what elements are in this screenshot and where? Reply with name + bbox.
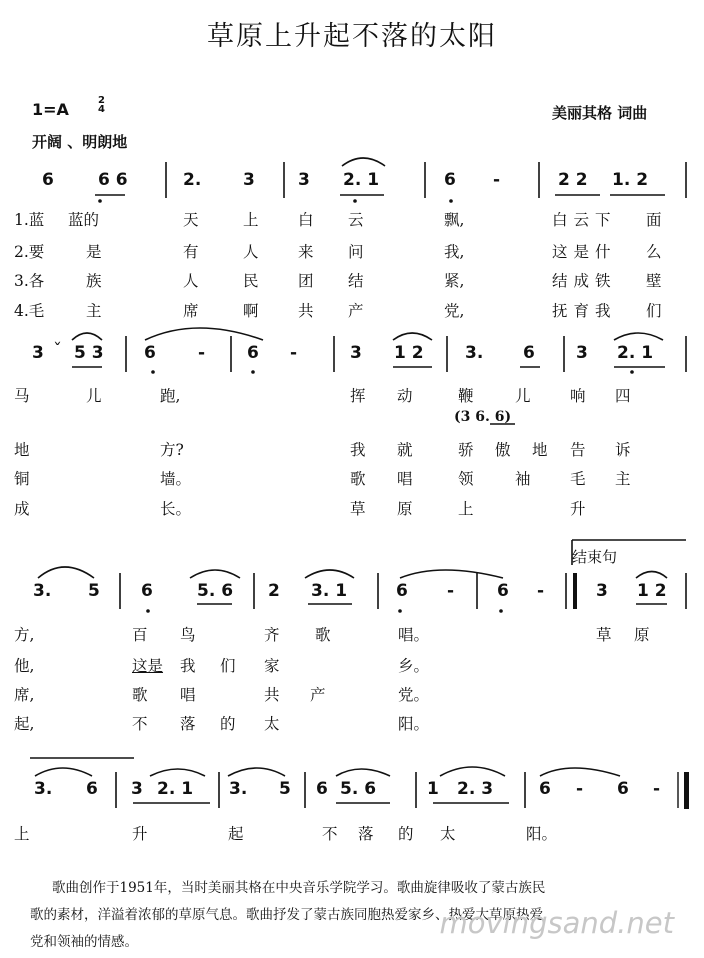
lyric: 阳。 — [398, 715, 430, 733]
note: - — [198, 343, 206, 363]
lyric: 唱。 — [398, 626, 430, 644]
lyric: 主 — [86, 302, 102, 320]
note: 1 — [427, 779, 439, 799]
lyric: 飘, — [444, 211, 465, 229]
lyric: 么 — [646, 243, 662, 261]
lyric: 不 — [132, 715, 148, 733]
lyric: 我, — [444, 243, 465, 261]
lyric: 唱 — [180, 686, 196, 704]
note: 3. — [33, 581, 52, 601]
lyric: 蓝的 — [68, 211, 100, 229]
lyric: 地 — [14, 441, 30, 459]
lyric: 原 — [634, 626, 650, 644]
lyric: 不 — [322, 825, 338, 843]
key-signature: 1=A — [32, 100, 69, 119]
note: 6 — [247, 343, 259, 363]
note: 3 — [350, 343, 362, 363]
time-signature-bottom: 4 — [98, 104, 105, 115]
note: 5 — [279, 779, 291, 799]
watermark: movingsand.net — [439, 906, 674, 940]
lyric: 家 — [264, 657, 280, 675]
lyric: 太 — [440, 825, 456, 843]
note: 6 — [141, 581, 153, 601]
lyric: 团 — [298, 272, 314, 290]
lyric: 乡。 — [398, 657, 430, 675]
lyric: 的 — [220, 715, 236, 733]
note: 6 — [523, 343, 535, 363]
lyric: 成 — [14, 500, 30, 518]
lyric: 结 — [348, 272, 364, 290]
lyric: 骄 — [458, 441, 474, 459]
lyric: 共 — [264, 686, 280, 704]
lyric: 人 — [183, 272, 199, 290]
lyric: 结成铁 — [552, 272, 617, 290]
lyric: 啊 — [243, 302, 259, 320]
note: - — [653, 779, 661, 799]
variant-notes: (3 6. 6) — [454, 409, 512, 425]
lyric: 天 — [183, 211, 199, 229]
note: 6 — [396, 581, 408, 601]
lyric: 起 — [228, 825, 244, 843]
lyric: 产 — [310, 686, 326, 704]
lyric: 3.各 — [14, 272, 45, 290]
lyric: 领 — [458, 470, 474, 488]
note: 2. 1 — [157, 779, 194, 799]
note: 6 — [316, 779, 328, 799]
note: 2. 1 — [343, 170, 380, 190]
note: 5 3 — [74, 343, 104, 363]
lyric: 长。 — [160, 500, 192, 518]
lyric: 我 — [350, 441, 366, 459]
lyric: 响 — [570, 387, 586, 405]
lyric: 1.蓝 — [14, 211, 45, 229]
lyric: 原 — [397, 500, 413, 518]
lyric: 落 — [180, 715, 196, 733]
lyric: 百 — [132, 626, 148, 644]
lyric: 席, — [14, 686, 35, 704]
lyric: 告 — [570, 441, 586, 459]
lyric: 人 — [243, 243, 259, 261]
lyric: 共 — [298, 302, 314, 320]
lyric: 面 — [646, 211, 662, 229]
note: - — [537, 581, 545, 601]
lyric: 上 — [458, 500, 474, 518]
lyric: 鞭 — [458, 387, 474, 405]
lyric: 白 — [298, 211, 314, 229]
lyric: 草 — [350, 500, 366, 518]
note: 3. — [229, 779, 248, 799]
note: 1 2 — [394, 343, 424, 363]
note: 2. 1 — [617, 343, 654, 363]
note: 6 — [497, 581, 509, 601]
lyric: 们 — [220, 657, 236, 675]
tempo-marking: 开阔 、明朗地 — [32, 133, 128, 151]
lyric: 四 — [615, 387, 631, 405]
lyric: 升 — [570, 500, 586, 518]
lyric: 4.毛 — [14, 302, 45, 320]
lyric: 儿 — [515, 387, 531, 405]
note: 6 — [42, 170, 54, 190]
lyric: 方, — [14, 626, 35, 644]
note: 6 — [86, 779, 98, 799]
note: 2. 3 — [457, 779, 494, 799]
lyric: 升 — [132, 825, 148, 843]
note: 3 — [596, 581, 608, 601]
note: 2. — [183, 170, 202, 190]
note: 1. 2 — [612, 170, 649, 190]
lyric: 动 — [397, 387, 413, 405]
note: 6 — [617, 779, 629, 799]
lyric: 壁 — [646, 272, 662, 290]
lyric: 来 — [298, 243, 314, 261]
ending-label: 结束句 — [572, 548, 618, 566]
note: - — [290, 343, 298, 363]
lyric: 这是 — [132, 657, 164, 675]
lyric: 墙。 — [160, 470, 192, 488]
note: 3. — [34, 779, 53, 799]
note: 3 — [576, 343, 588, 363]
note: 1 2 — [637, 581, 667, 601]
lyric: 袖 — [515, 470, 531, 488]
note: 5. 6 — [340, 779, 377, 799]
lyric: 是 — [86, 243, 102, 261]
note: - — [447, 581, 455, 601]
lyric: 党。 — [398, 686, 430, 704]
lyric: 我 — [180, 657, 196, 675]
note: 6 — [539, 779, 551, 799]
lyric: 鸟 — [180, 626, 196, 644]
note: 3. — [465, 343, 484, 363]
note: 3 — [298, 170, 310, 190]
song-title: 草原上升起不落的太阳 — [207, 21, 497, 52]
note: 2 — [268, 581, 280, 601]
time-signature-top: 2 — [98, 95, 105, 106]
footnote-line: 歌的素材，洋溢着浓郁的草原气息。歌曲抒发了蒙古族同胞热爱家乡、热爱大草原热爱 — [30, 907, 543, 923]
footnote-line: 党和领袖的情感。 — [30, 934, 138, 950]
lyric: 党, — [444, 302, 465, 320]
lyric: 毛 — [570, 470, 586, 488]
lyric: 产 — [348, 302, 364, 320]
lyric: 上 — [243, 211, 259, 229]
note: 3 — [131, 779, 143, 799]
lyric: 歌 — [350, 470, 366, 488]
lyric: 歌 — [315, 626, 331, 644]
lyric: 草 — [596, 626, 612, 644]
lyric: 铜 — [14, 470, 30, 488]
lyric: 民 — [243, 272, 259, 290]
lyric: 挥 — [350, 387, 366, 405]
lyric: 上 — [14, 825, 30, 843]
lyric: 他, — [14, 657, 35, 675]
note: - — [576, 779, 584, 799]
lyric: 白云下 — [552, 211, 617, 229]
lyric: 起, — [14, 715, 35, 733]
lyric: 有 — [183, 243, 199, 261]
note: 6 6 — [98, 170, 128, 190]
lyric: 2.要 — [14, 243, 45, 261]
lyric: 就 — [397, 441, 413, 459]
lyric: 马 — [14, 387, 30, 405]
footnote-line: 歌曲创作于1951年，当时美丽其格在中央音乐学院学习。歌曲旋律吸收了蒙古族民 — [52, 880, 546, 896]
lyric: 主 — [615, 470, 631, 488]
lyric: 跑, — [160, 387, 181, 405]
lyric: 太 — [264, 715, 280, 733]
lyric: 族 — [86, 272, 102, 290]
note: 3. 1 — [311, 581, 348, 601]
lyric: 的 — [398, 825, 414, 843]
note: 2 2 — [558, 170, 588, 190]
note: 5. 6 — [197, 581, 234, 601]
note: 6 — [444, 170, 456, 190]
lyric: 云 — [348, 211, 364, 229]
lyric: 歌 — [132, 686, 148, 704]
lyric: 地 — [532, 441, 548, 459]
note: - — [493, 170, 501, 190]
note: 3 — [32, 343, 44, 363]
note: 6 — [144, 343, 156, 363]
lyric: 抚育我 — [552, 302, 617, 320]
breath-mark: ˇ — [53, 340, 62, 361]
lyric: 齐 — [264, 626, 280, 644]
note: 5 — [88, 581, 100, 601]
lyric: 问 — [348, 243, 364, 261]
lyric: 席 — [183, 302, 199, 320]
lyric: 们 — [646, 302, 662, 320]
lyric: 诉 — [615, 441, 631, 459]
lyric: 傲 — [495, 441, 511, 459]
credit: 美丽其格 词曲 — [552, 104, 648, 122]
lyric: 这是什 — [552, 243, 617, 261]
note: 3 — [243, 170, 255, 190]
lyric: 唱 — [397, 470, 413, 488]
lyric: 儿 — [86, 387, 102, 405]
lyric: 方? — [160, 441, 184, 459]
lyric: 落 — [358, 825, 374, 843]
lyric: 紧, — [444, 272, 465, 290]
lyric: 阳。 — [526, 825, 558, 843]
